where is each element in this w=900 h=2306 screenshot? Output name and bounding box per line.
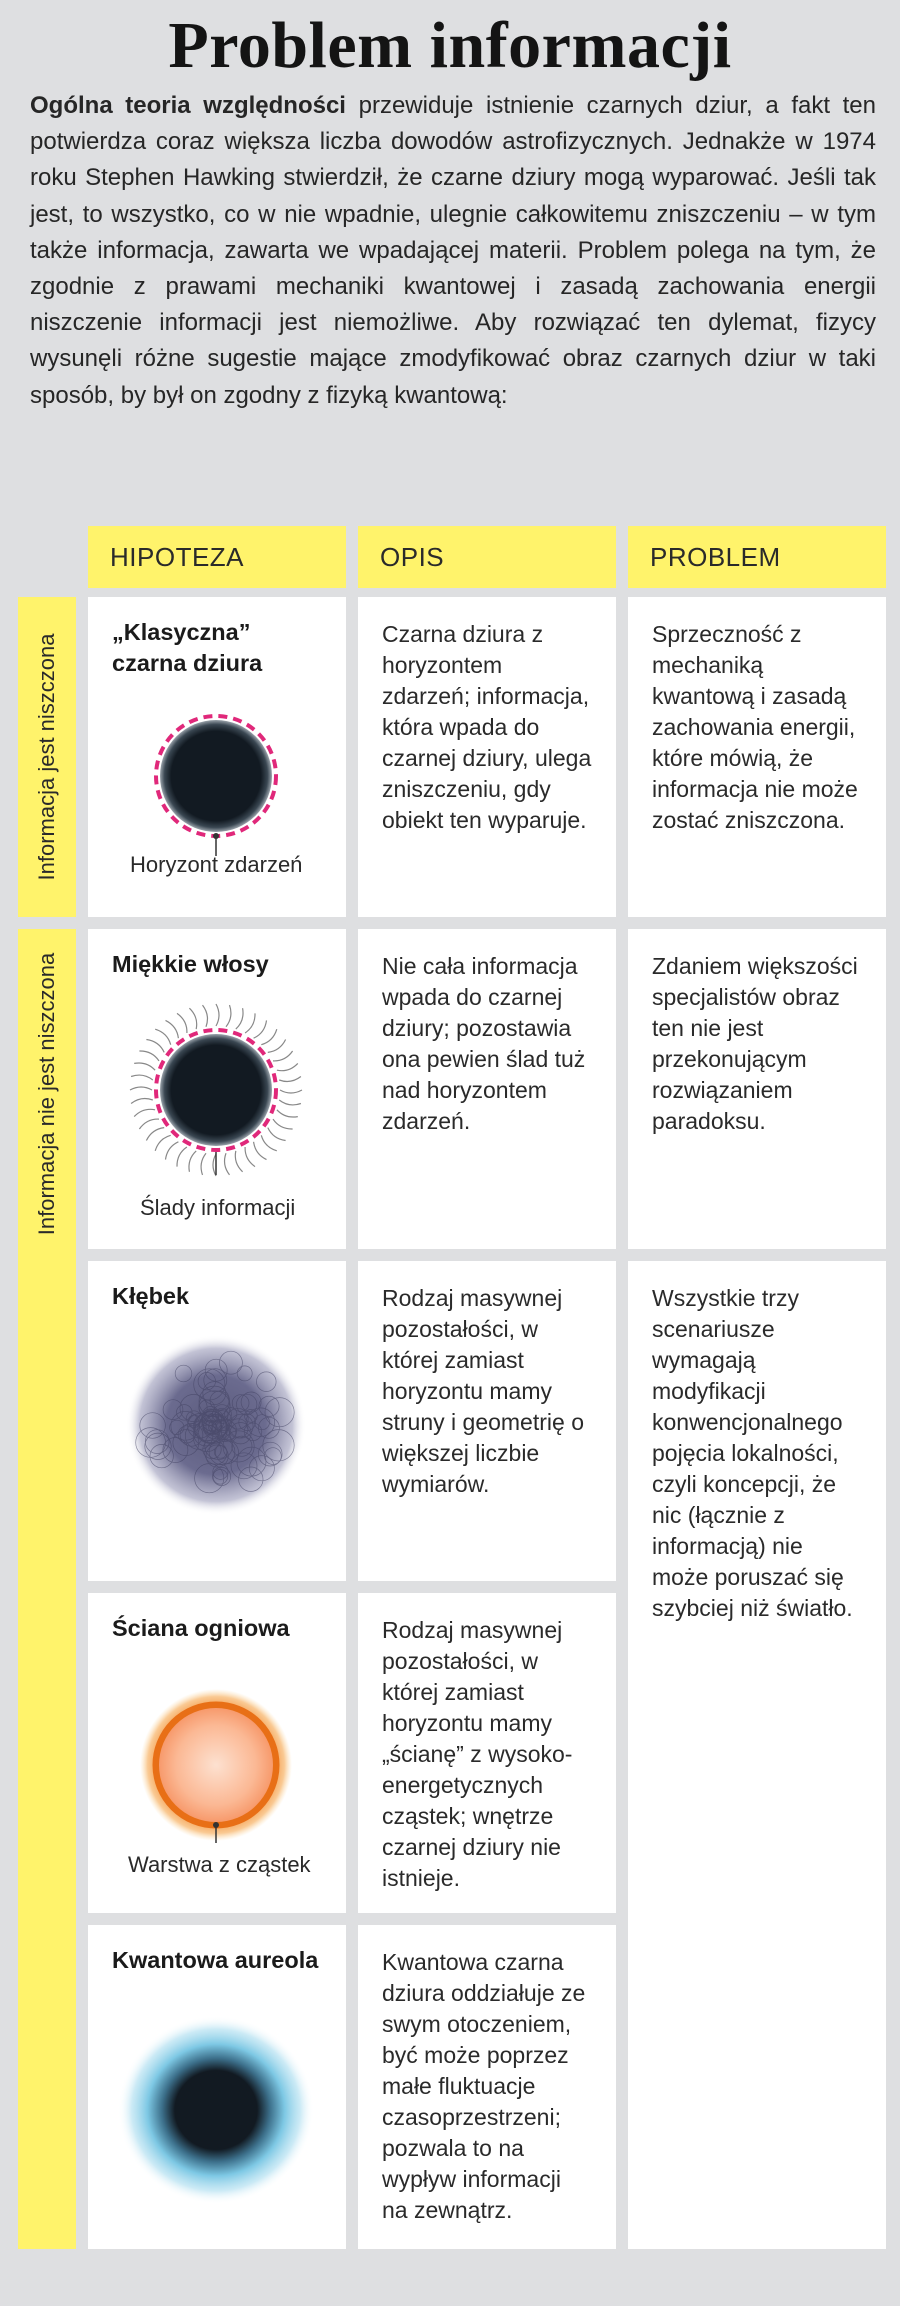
description-cell-firewall (358, 1593, 616, 1913)
problem-cell-remnants (628, 1261, 886, 2249)
intro-lead: Ogólna teoria względności (30, 92, 346, 119)
problem-text: Zdaniem większości specjalistów obraz ten nie jest przekonującym rozwiązaniem paradoksu. (652, 953, 858, 1134)
hypothesis-name: „Klasyczna” czarna dziura (112, 619, 263, 676)
information-traces-caption: Ślady informacji (140, 1195, 296, 1220)
band-destroyed (18, 597, 76, 917)
header-description: OPIS (358, 526, 616, 588)
hypothesis-name: Miękkie włosy (112, 951, 269, 977)
description-cell-fuzzball (358, 1261, 616, 1581)
problem-text: Wszystkie trzy scenariusze wymagają modyfikacji konwencjonalnego pojęcia lokalności, czyli koncepcji, że nic (łącznie z informacją) nie może poruszać się szybciej niż światło. (652, 1285, 853, 1621)
hypothesis-name: Kwantowa aureola (112, 1947, 319, 1973)
description-text: Kwantowa czarna dziura oddziałuje ze swym otoczeniem, być może poprzez małe fluktuacje czasoprzestrzeni; pozwala to na wypływ informacji na zewnątrz. (382, 1949, 586, 2223)
description-text: Nie cała informacja wpada do czarnej dziury; pozostawia ona pewien ślad tuż nad horyzontem zdarzeń. (382, 953, 586, 1134)
description-text: Czarna dziura z horyzontem zdarzeń; informacja, która wpada do czarnej dziury, ulega zniszczeniu, gdy obiekt ten wyparuje. (382, 621, 592, 833)
description-text: Rodzaj masywnej pozostałości, w której zamiast horyzontu mamy „ścianę” z wysoko-energetycznych cząstek; wnętrze czarnej dziury nie istnieje. (382, 1617, 573, 1891)
problem-cell-soft-hair (628, 929, 886, 1249)
classic-black-hole-icon (146, 706, 286, 846)
intro-text: przewiduje istnienie czarnych dziur, a fakt ten potwierdza coraz większa liczba dowodów astrofizycznych. Jednakże w 1974 roku Stephen Hawking stwierdził, że czarne dziury mogą wyparować. Jeśli tak jest, to wszystko, co w nie wpadnie, ulegnie całkowitemu zniszczeniu – w tym także informacja, zawarta we wpadającej materii. Problem polega na tym, że zgodnie z prawami mechaniki kwantowej i zasadą zachowania energii niszczenie informacji jest niemożliwe. Aby rozwiązać ten dylemat, fizycy wysunęli różne sugestie mające zmodyfikować obraz czarnych dziur w taki sposób, by był on zgodny z fizyką kwantową: (30, 92, 877, 409)
header-problem: PROBLEM (628, 526, 886, 588)
band-not-destroyed-label: Informacja nie jest niszczona (34, 952, 59, 1236)
description-cell-quantum-halo (358, 1925, 616, 2249)
description-cell-classic (358, 597, 616, 917)
intro-paragraph (30, 88, 876, 414)
firewall-icon (136, 1685, 296, 1845)
band-destroyed-label: Informacja jest niszczona (34, 633, 59, 881)
fuzzball-icon (126, 1335, 306, 1515)
problem-cell-classic (628, 597, 886, 917)
event-horizon-caption: Horyzont zdarzeń (130, 852, 303, 877)
quantum-halo-icon (116, 2010, 316, 2210)
hypothesis-name: Kłębek (112, 1283, 190, 1309)
hypothesis-name: Ściana ogniowa (112, 1615, 290, 1641)
particle-layer-caption: Warstwa z cząstek (128, 1852, 311, 1877)
page-title: Problem informacji (168, 9, 732, 82)
header-hypothesis: HIPOTEZA (88, 526, 346, 588)
band-not-destroyed (18, 929, 76, 2249)
problem-text: Sprzeczność z mechaniką kwantową i zasadą zachowania energii, które mówią, że informacja nie może zostać zniszczona. (652, 621, 858, 833)
description-text: Rodzaj masywnej pozostałości, w której zamiast horyzontu mamy struny i geometrię o większej liczbie wymiarów. (382, 1285, 584, 1497)
description-cell-soft-hair (358, 929, 616, 1249)
soft-hair-black-hole-icon (126, 1000, 306, 1180)
